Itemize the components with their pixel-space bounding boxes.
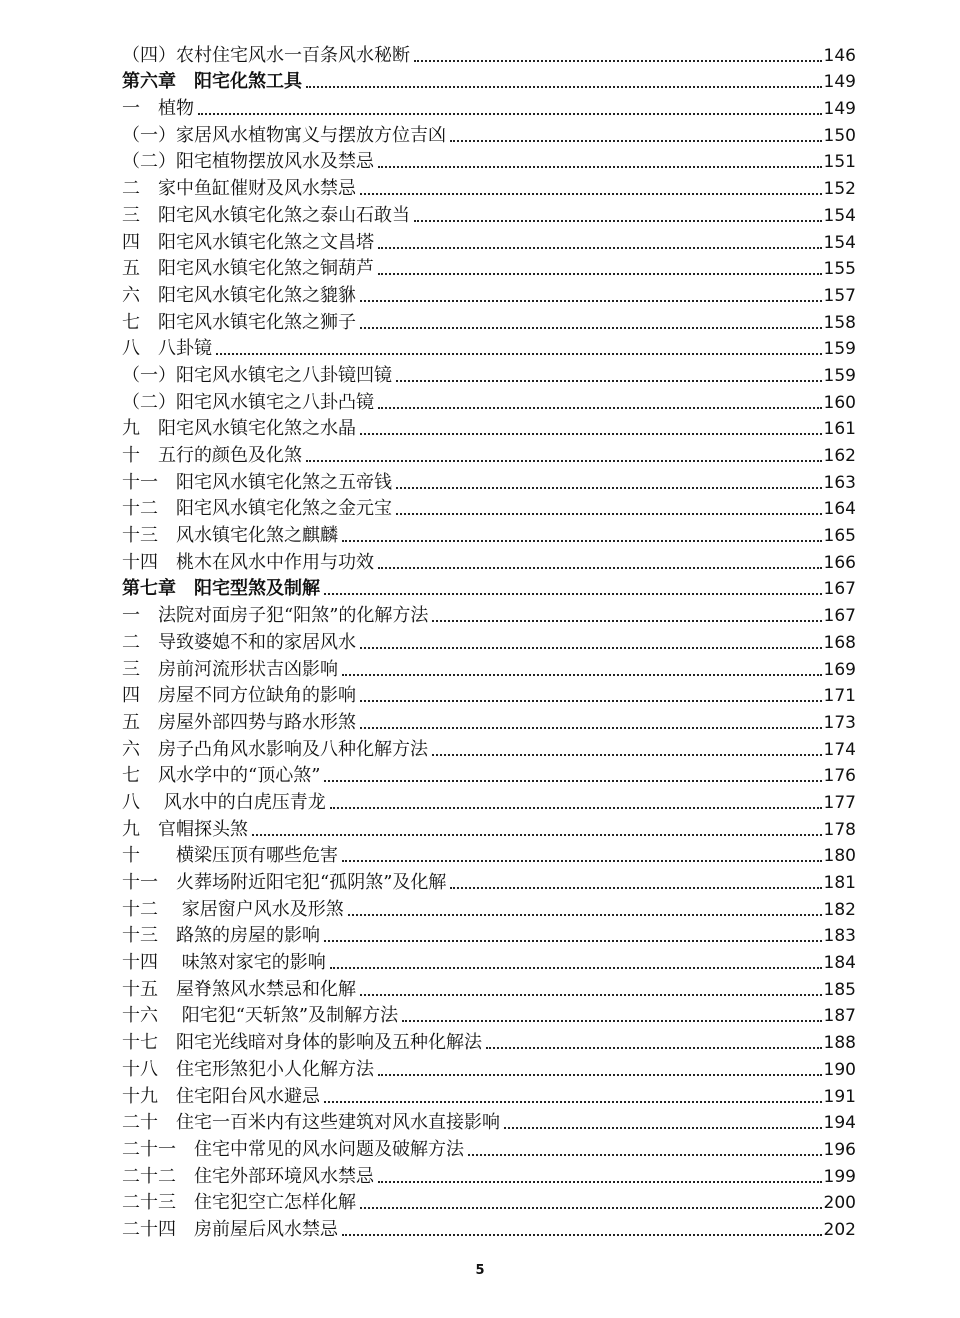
toc-entry — [122, 707, 856, 734]
toc-leader-dots — [252, 834, 822, 836]
toc-entry-title: 十三 风水镇宅化煞之麒麟 — [122, 525, 338, 547]
toc-entry — [122, 761, 856, 788]
toc-entry — [122, 520, 856, 547]
toc-entry-title: 十七 阳宅光线暗对身体的影响及五种化解法 — [122, 1032, 482, 1054]
toc-entry — [122, 147, 856, 174]
toc-entry — [122, 440, 856, 467]
toc-entry-title: （二）阳宅风水镇宅之八卦凸镜 — [122, 391, 374, 413]
toc-entry — [122, 600, 856, 627]
toc-leader-dots — [198, 113, 822, 115]
toc-entry-title: 一 法院对面房子犯“阳煞”的化解方法 — [122, 605, 429, 627]
toc-leader-dots — [504, 1127, 822, 1129]
toc-entry-title: 四 房屋不同方位缺角的影响 — [122, 685, 356, 707]
toc-entry-title: 十三 路煞的房屋的影响 — [122, 925, 320, 947]
toc-entry-page: 187 — [823, 1006, 856, 1027]
toc-entry-page: 202 — [823, 1219, 856, 1240]
toc-entry-page: 176 — [823, 766, 856, 787]
toc-entry — [122, 841, 856, 868]
toc-leader-dots — [342, 674, 822, 676]
toc-entry — [122, 334, 856, 361]
toc-leader-dots — [378, 567, 822, 569]
toc-entry-page: 151 — [823, 152, 856, 173]
toc-entry-title: 五 阳宅风水镇宅化煞之铜葫芦 — [122, 258, 374, 280]
toc-entry — [122, 787, 856, 814]
toc-entry-page: 200 — [823, 1193, 856, 1214]
toc-entry-title: 三 房前河流形状吉凶影响 — [122, 658, 338, 680]
toc-leader-dots — [342, 1234, 822, 1236]
table-of-contents — [122, 40, 856, 1241]
toc-leader-dots — [402, 1020, 821, 1022]
toc-entry-title: 十八 住宅形煞犯小人化解方法 — [122, 1058, 374, 1080]
toc-leader-dots — [360, 327, 822, 329]
toc-leader-dots — [486, 1047, 822, 1049]
toc-entry — [122, 93, 856, 120]
toc-entry — [122, 1081, 856, 1108]
toc-entry-title: 十四 桃木在风水中作用与功效 — [122, 551, 374, 573]
toc-entry — [122, 173, 856, 200]
toc-entry-page: 180 — [823, 846, 856, 867]
toc-entry — [122, 547, 856, 574]
toc-entry-page: 158 — [823, 312, 856, 333]
toc-chapter-entry — [122, 67, 856, 94]
toc-leader-dots — [378, 1181, 822, 1183]
toc-entry-title: 十 横梁压顶有哪些危害 — [122, 845, 338, 867]
toc-entry-title: 十 五行的颜色及化煞 — [122, 445, 302, 466]
toc-entry-page: 181 — [823, 873, 856, 893]
toc-entry-page: 167 — [823, 579, 856, 600]
toc-entry-page: 190 — [823, 1059, 856, 1080]
toc-entry-page: 160 — [823, 392, 856, 413]
toc-entry-title: 八 风水中的白虎压青龙 — [122, 791, 326, 813]
toc-entry-title: 九 官帽探头煞 — [122, 818, 248, 840]
toc-entry-page: 149 — [823, 99, 856, 120]
toc-entry — [122, 227, 856, 254]
toc-entry — [122, 974, 856, 1001]
toc-entry — [122, 1214, 856, 1241]
toc-leader-dots — [396, 380, 822, 382]
toc-entry-title: 七 阳宅风水镇宅化煞之狮子 — [122, 311, 356, 333]
toc-entry-title: 二十三 住宅犯空亡怎样化解 — [122, 1192, 356, 1214]
toc-entry-title: 六 房子凸角风水影响及八种化解方法 — [122, 738, 428, 760]
toc-leader-dots — [450, 887, 821, 889]
toc-entry-title: 六 阳宅风水镇宅化煞之貔貅 — [122, 284, 356, 306]
toc-entry-page: 185 — [823, 979, 856, 1000]
toc-leader-dots — [378, 1074, 822, 1076]
toc-entry-page: 163 — [823, 472, 856, 493]
toc-entry-title: 三 阳宅风水镇宅化煞之泰山石敢当 — [122, 204, 410, 226]
toc-entry-title: 二 家中鱼缸催财及风水禁忌 — [122, 178, 356, 200]
toc-entry-page: 171 — [823, 686, 856, 707]
toc-entry — [122, 280, 856, 307]
toc-entry-page: 155 — [823, 259, 856, 280]
toc-entry-title: 十四 味煞对家宅的影响 — [122, 952, 326, 974]
toc-leader-dots — [324, 940, 822, 942]
toc-leader-dots — [396, 513, 822, 515]
toc-entry-title: 五 房屋外部四势与路水形煞 — [122, 711, 356, 733]
toc-leader-dots — [450, 140, 822, 142]
toc-entry — [122, 1188, 856, 1215]
toc-leader-dots — [378, 166, 822, 168]
toc-leader-dots — [432, 754, 822, 756]
toc-entry-title: 第七章 阳宅型煞及制解 — [122, 578, 320, 600]
toc-leader-dots — [414, 220, 822, 222]
toc-leader-dots — [414, 60, 822, 62]
toc-entry — [122, 120, 856, 147]
toc-entry — [122, 867, 856, 894]
toc-leader-dots — [468, 1154, 822, 1156]
toc-entry-title: 一 植物 — [122, 98, 194, 120]
toc-leader-dots — [378, 247, 822, 249]
toc-entry-page: 154 — [823, 232, 856, 253]
toc-entry — [122, 1108, 856, 1135]
toc-entry-page: 174 — [823, 739, 856, 760]
toc-leader-dots — [324, 1101, 822, 1103]
toc-entry — [122, 307, 856, 334]
toc-entry-page: 183 — [823, 926, 856, 947]
toc-leader-dots — [378, 273, 822, 275]
toc-entry-page: 149 — [823, 72, 856, 93]
toc-entry — [122, 254, 856, 281]
toc-leader-dots — [432, 620, 821, 622]
toc-entry-title: 八 八卦镜 — [122, 338, 212, 360]
toc-leader-dots — [396, 487, 822, 489]
toc-entry-page: 196 — [823, 1139, 856, 1160]
toc-entry-title: 九 阳宅风水镇宅化煞之水晶 — [122, 418, 356, 440]
toc-entry — [122, 494, 856, 521]
toc-entry — [122, 814, 856, 841]
toc-entry-page: 162 — [823, 446, 856, 466]
toc-entry-page: 199 — [823, 1166, 856, 1187]
toc-entry-title: 第六章 阳宅化煞工具 — [122, 71, 302, 93]
toc-leader-dots — [360, 994, 822, 996]
toc-entry-title: 十一 阳宅风水镇宅化煞之五帝钱 — [122, 471, 392, 493]
toc-entry-title: （二）阳宅植物摆放风水及禁忌 — [122, 151, 374, 173]
toc-entry — [122, 467, 856, 494]
toc-entry-title: （一）家居风水植物寓义与摆放方位吉凶 — [122, 124, 446, 146]
toc-entry — [122, 947, 856, 974]
toc-entry-page: 152 — [823, 179, 856, 200]
toc-entry-title: （四）农村住宅风水一百条风水秘断 — [122, 44, 410, 66]
toc-entry-page: 146 — [823, 45, 856, 66]
toc-entry-title: 二十二 住宅外部环境风水禁忌 — [122, 1165, 374, 1187]
toc-entry-page: 154 — [823, 205, 856, 226]
toc-leader-dots — [360, 727, 822, 729]
toc-entry-page: 168 — [823, 632, 856, 653]
toc-entry-title: 十一 火葬场附近阳宅犯“孤阴煞”及化解 — [122, 872, 447, 893]
toc-entry — [122, 734, 856, 761]
toc-entry-page: 173 — [823, 712, 856, 733]
toc-entry — [122, 654, 856, 681]
toc-leader-dots — [378, 407, 822, 409]
toc-entry-title: 二十 住宅一百米内有这些建筑对风水直接影响 — [122, 1112, 500, 1134]
toc-entry-title: 二 导致婆媳不和的家居风水 — [122, 631, 356, 653]
toc-entry-page: 159 — [823, 339, 856, 360]
toc-leader-dots — [306, 86, 822, 88]
toc-entry — [122, 414, 856, 441]
toc-entry — [122, 40, 856, 67]
toc-entry-title: 七 风水学中的“顶心煞” — [122, 765, 321, 787]
toc-entry-title: 二十一 住宅中常见的风水问题及破解方法 — [122, 1138, 464, 1160]
toc-entry — [122, 1134, 856, 1161]
toc-entry — [122, 1001, 856, 1028]
toc-entry — [122, 1161, 856, 1188]
toc-entry — [122, 200, 856, 227]
toc-entry — [122, 387, 856, 414]
toc-entry-title: 十二 家居窗户风水及形煞 — [122, 898, 344, 920]
toc-leader-dots — [360, 700, 822, 702]
toc-entry-title: 十六 阳宅犯“天斩煞”及制解方法 — [122, 1005, 399, 1027]
toc-leader-dots — [360, 1207, 822, 1209]
toc-entry-page: 167 — [823, 606, 856, 627]
toc-leader-dots — [330, 967, 822, 969]
toc-entry-page: 159 — [823, 365, 856, 386]
toc-entry-title: 二十四 房前屋后风水禁忌 — [122, 1218, 338, 1240]
toc-entry-page: 166 — [823, 552, 856, 573]
toc-entry-title: 十九 住宅阳台风水避忌 — [122, 1085, 320, 1107]
page-number: 5 — [475, 1263, 485, 1278]
toc-leader-dots — [306, 460, 822, 462]
toc-entry-page: 164 — [823, 499, 856, 520]
toc-entry-page: 184 — [823, 953, 856, 974]
toc-entry — [122, 627, 856, 654]
toc-leader-dots — [348, 914, 822, 916]
toc-entry — [122, 894, 856, 921]
toc-leader-dots — [324, 593, 822, 595]
toc-entry-page: 177 — [823, 792, 856, 813]
toc-entry-page: 191 — [823, 1086, 856, 1107]
toc-entry-page: 178 — [823, 819, 856, 840]
toc-leader-dots — [216, 353, 822, 355]
toc-leader-dots — [360, 193, 822, 195]
toc-leader-dots — [360, 300, 822, 302]
toc-entry — [122, 1027, 856, 1054]
toc-entry — [122, 360, 856, 387]
toc-entry-page: 150 — [823, 125, 856, 146]
toc-entry-page: 157 — [823, 285, 856, 306]
toc-entry — [122, 681, 856, 708]
toc-leader-dots — [360, 647, 822, 649]
toc-entry-page: 188 — [823, 1033, 856, 1054]
toc-leader-dots — [360, 433, 822, 435]
toc-chapter-entry — [122, 574, 856, 601]
toc-entry-title: 十五 屋脊煞风水禁忌和化解 — [122, 978, 356, 1000]
toc-entry-page: 161 — [823, 419, 856, 440]
toc-entry — [122, 921, 856, 948]
toc-leader-dots — [342, 860, 822, 862]
toc-entry-page: 169 — [823, 659, 856, 680]
toc-entry-title: （一）阳宅风水镇宅之八卦镜凹镜 — [122, 364, 392, 386]
toc-entry-page: 182 — [823, 899, 856, 920]
toc-entry-page: 165 — [823, 526, 856, 547]
toc-leader-dots — [330, 807, 822, 809]
toc-entry-title: 十二 阳宅风水镇宅化煞之金元宝 — [122, 498, 392, 520]
toc-entry-page: 194 — [823, 1113, 856, 1134]
toc-leader-dots — [342, 540, 822, 542]
toc-leader-dots — [324, 780, 821, 782]
toc-entry — [122, 1054, 856, 1081]
toc-entry-title: 四 阳宅风水镇宅化煞之文昌塔 — [122, 231, 374, 253]
